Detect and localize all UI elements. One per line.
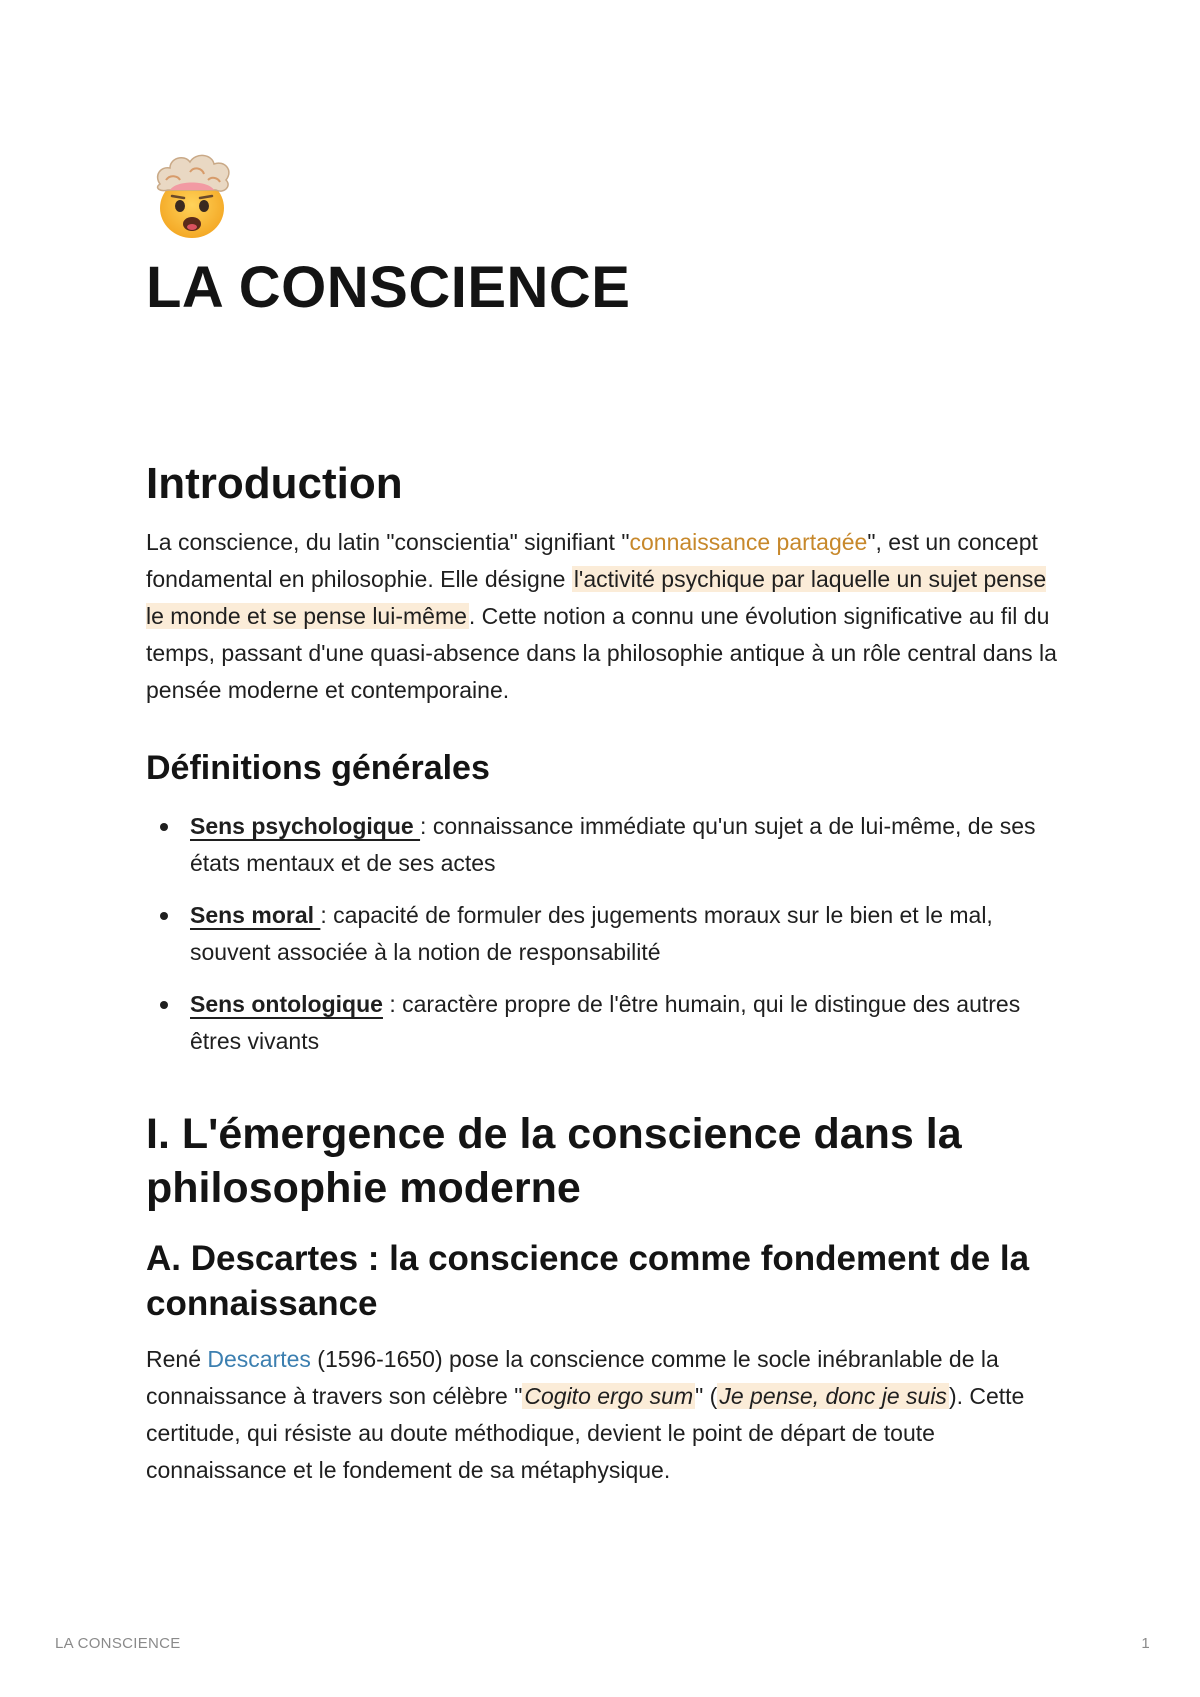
bullet-icon [160,1001,168,1009]
section-heading-introduction: Introduction [146,458,403,508]
footer-document-title: LA CONSCIENCE [55,1635,181,1652]
intro-text-2: ", est un concept fondamental en philosophie. Elle désigne [146,529,1038,593]
bullet-icon [160,823,168,831]
exploding-head-icon [146,150,238,242]
cogito-quote: Cogito ergo sum [524,1382,694,1409]
definition-text: : caractère propre de l'être humain, qui le distingue des autres êtres vivants [190,991,1021,1055]
subsection-heading-descartes: A. Descartes : la conscience comme fondement de la connaissance [146,1238,1030,1324]
descartes-text-4: ). Cette certitude, qui résiste au doute méthodique, devient le point de départ de toute connaissance et le fondement de sa métaphysique. [146,1382,1025,1483]
descartes-text-1: René [146,1345,208,1372]
definitions-list [146,808,1066,1060]
descartes-text-2: (1596-1650) pose la conscience comme le socle inébranlable de la connaissance à travers son célèbre " [146,1345,999,1409]
descartes-paragraph [146,1341,1066,1489]
intro-paragraph [146,524,1066,709]
connaissance-partagee-term: connaissance partagée [629,529,868,556]
document-page [146,150,1066,1489]
definition-term: Sens moral [190,902,321,929]
footer-page-number: 1 [1141,1635,1150,1652]
intro-text-3: . Cette notion a connu une évolution significative au fil du temps, passant d'une quasi-absence dans la philosophie antique à un rôle central dans la pensée moderne et contemporaine. [146,603,1057,704]
page-title: LA CONSCIENCE [146,255,631,320]
highlighted-definition: l'activité psychique par laquelle un sujet pense le monde et se pense lui-même [146,566,1047,630]
bullet-icon [160,912,168,920]
section-heading-definitions: Définitions générales [146,749,490,788]
intro-text-1: La conscience, du latin "conscientia" signifiant " [146,529,630,556]
descartes-link[interactable]: Descartes [207,1345,311,1372]
definition-text: : connaissance immédiate qu'un sujet a de lui-même, de ses états mentaux et de ses actes [190,813,1036,877]
definition-text: : capacité de formuler des jugements moraux sur le bien et le mal, souvent associée à la notion de responsabilité [190,902,993,966]
section-heading-part-1: I. L'émergence de la conscience dans la philosophie moderne [146,1110,962,1213]
je-pense-translation: Je pense, donc je suis [719,1382,947,1409]
definition-term: Sens psychologique [190,813,421,840]
definition-term: Sens ontologique [190,991,383,1018]
list-item [146,897,1066,971]
descartes-text-3: " ( [695,1382,718,1409]
list-item [146,808,1066,882]
list-item [146,986,1066,1060]
